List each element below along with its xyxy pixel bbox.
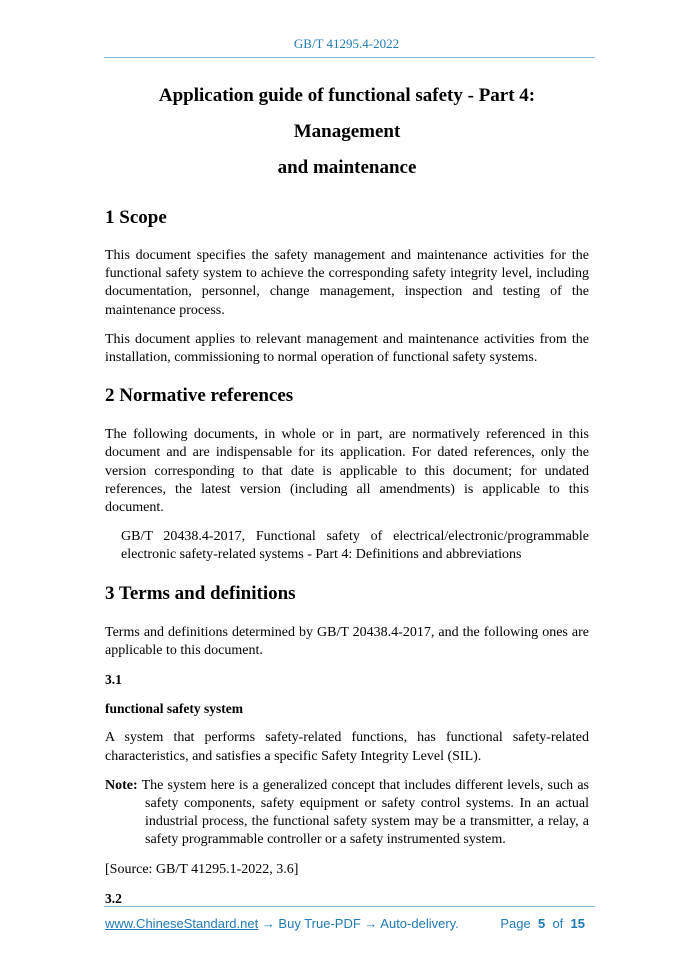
- footer-site-link[interactable]: www.ChineseStandard.net: [105, 916, 259, 931]
- section-heading-terms-definitions: 3 Terms and definitions: [105, 582, 296, 604]
- footer-promo-text: → Buy True-PDF → Auto-delivery.: [258, 916, 459, 931]
- page-total: 15: [570, 916, 585, 931]
- term-number-3-2: 3.2: [105, 890, 122, 906]
- page-of: of: [552, 916, 564, 931]
- page-label: Page: [500, 916, 531, 931]
- footer-divider: [104, 906, 595, 907]
- term-name-3-1: functional safety system: [105, 701, 243, 717]
- section-heading-normative-references: 2 Normative references: [105, 385, 294, 407]
- normative-paragraph-1: The following documents, in whole or in part, are normatively referenced in this document and are indispensable for its application. For dated references, only the version corresponding to that date is applicable to this document; for undated references, the latest version (including all amendments) is applicable to this document.: [105, 427, 589, 516]
- term-definition-3-1: A system that performs safety-related functions, has functional safety-related characteristics, and satisfies a specific Safety Integrity Level (SIL).: [105, 730, 589, 764]
- page-header: [0, 36, 693, 52]
- standard-code: GB/T 41295.4-2022: [293, 36, 400, 51]
- term-source-3-1: [Source: GB/T 41295.1-2022, 3.6]: [105, 861, 299, 877]
- term-note-3-1: [105, 777, 589, 850]
- footer-promo[interactable]: [105, 916, 459, 931]
- note-label: Note:: [105, 777, 138, 793]
- normative-reference-item: GB/T 20438.4-2017, Functional safety of electrical/electronic/programmable electronic safety-related systems - Part 4: Definitions and abbreviations: [121, 529, 589, 563]
- title-line-2: and maintenance: [277, 157, 417, 178]
- page-number: [500, 916, 585, 931]
- header-divider: [104, 57, 595, 58]
- title-line-1: Application guide of functional safety - Part 4: Management: [158, 85, 536, 142]
- terms-intro-paragraph: Terms and definitions determined by GB/T 20438.4-2017, and the following ones are applicable to this document.: [105, 624, 589, 658]
- document-body: [105, 78, 589, 908]
- term-number-3-1: 3.1: [105, 672, 122, 688]
- scope-paragraph-1: This document specifies the safety management and maintenance activities for the functional safety system to achieve the corresponding safety integrity level, including documentation, personnel, change management, inspection and testing of the maintenance process.: [105, 248, 589, 318]
- note-text: The system here is a generalized concept that includes different levels, such as safety components, safety equipment or safety control systems. In an actual industrial process, the functional safety system may be a transmitter, a relay, a safety programmable controller or a safety instrumented system.: [137, 777, 589, 848]
- page-current: 5: [537, 916, 546, 931]
- document-title: [105, 78, 589, 186]
- section-heading-scope: 1 Scope: [105, 207, 167, 228]
- scope-paragraph-2: This document applies to relevant management and maintenance activities from the installation, commissioning to normal operation of functional safety systems.: [105, 331, 589, 366]
- page-footer: [105, 916, 585, 934]
